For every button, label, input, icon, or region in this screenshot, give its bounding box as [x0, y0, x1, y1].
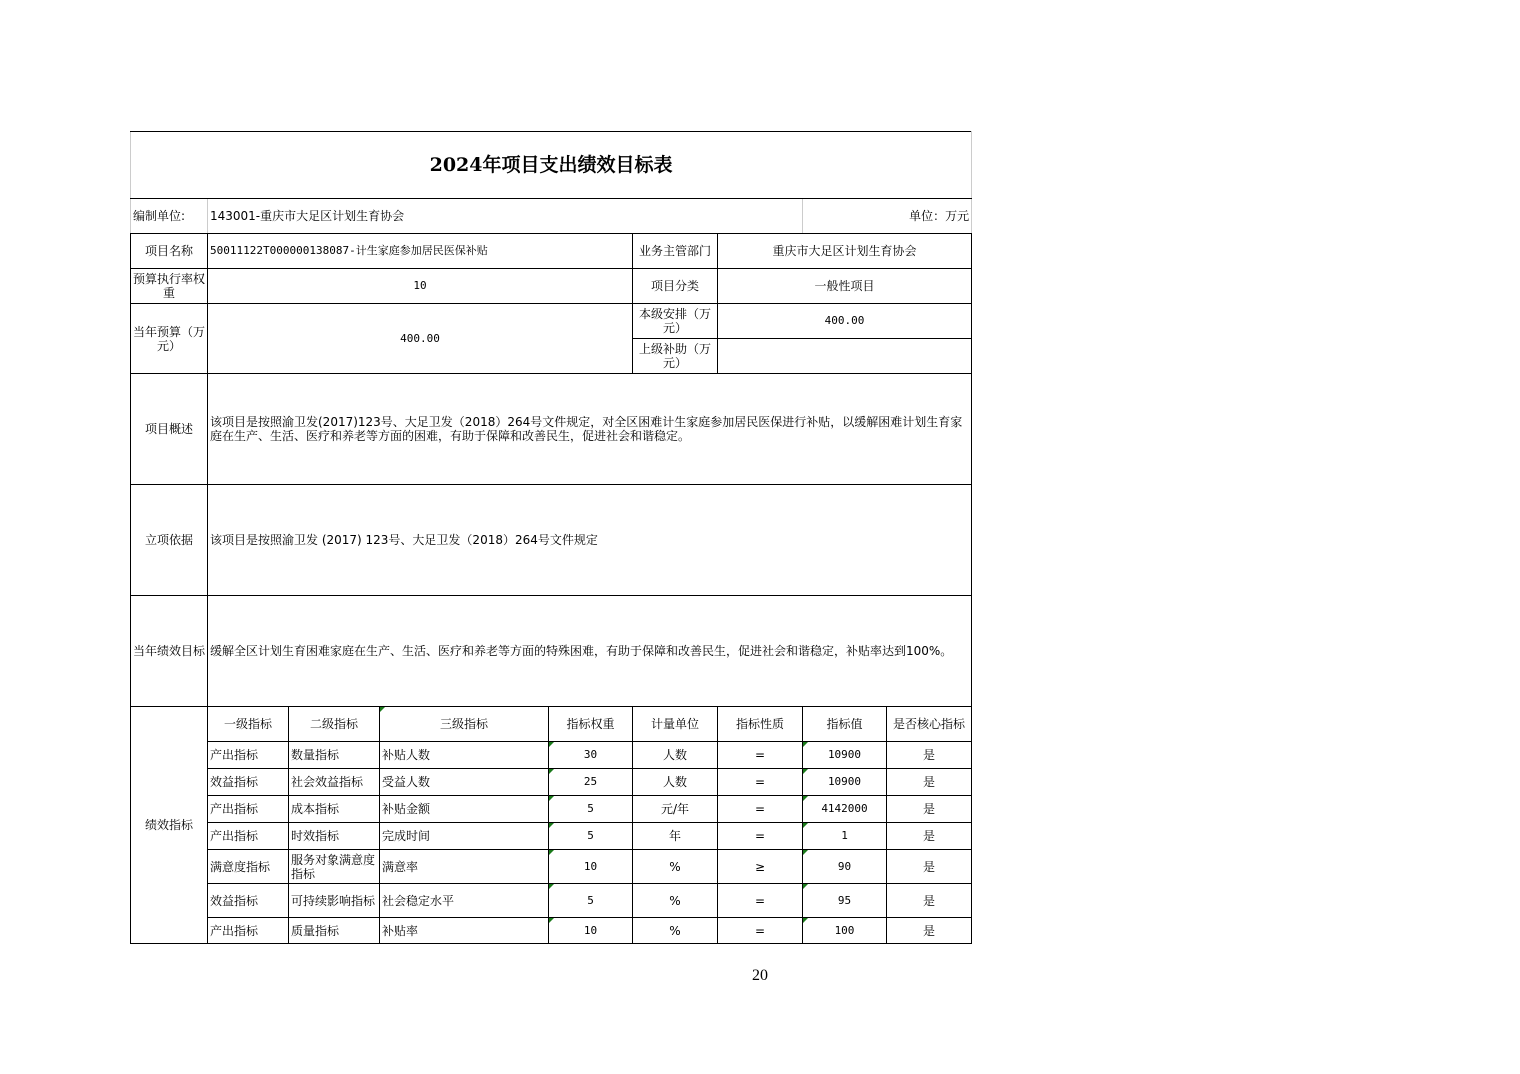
- level2-cell: 时效指标: [289, 823, 380, 850]
- nature-cell: ≥: [718, 850, 803, 884]
- local-budget-label: 本级安排（万元）: [633, 304, 718, 339]
- level2-cell: 成本指标: [289, 796, 380, 823]
- weight-cell: 5: [549, 884, 633, 918]
- org-label: 编制单位:: [131, 199, 208, 234]
- nature-cell: =: [718, 796, 803, 823]
- indicator-row: [131, 823, 972, 850]
- level2-cell: 质量指标: [289, 918, 380, 944]
- unit-label: 单位：万元: [803, 199, 972, 234]
- budget-label: 当年预算（万元）: [131, 304, 208, 374]
- level3-cell: 满意率: [380, 850, 549, 884]
- budget-value: 400.00: [208, 304, 633, 374]
- project-name-value: 50011122T000000138087-计生家庭参加居民医保补贴: [208, 234, 633, 269]
- level1-cell: 效益指标: [208, 769, 289, 796]
- performance-target-sheet: [130, 131, 971, 944]
- value-cell: 10900: [803, 742, 887, 769]
- weight-cell: 30: [549, 742, 633, 769]
- level2-cell: 可持续影响指标: [289, 884, 380, 918]
- unit-cell: %: [633, 884, 718, 918]
- project-name-label: 项目名称: [131, 234, 208, 269]
- value-cell: 4142000: [803, 796, 887, 823]
- value-cell: 95: [803, 884, 887, 918]
- header-level2: 二级指标: [289, 707, 380, 742]
- category-label: 项目分类: [633, 269, 718, 304]
- value-cell: 100: [803, 918, 887, 944]
- nature-cell: =: [718, 918, 803, 944]
- org-value: 143001-重庆市大足区计划生育协会: [208, 199, 803, 234]
- level1-cell: 产出指标: [208, 823, 289, 850]
- unit-cell: 人数: [633, 742, 718, 769]
- local-budget-value: 400.00: [718, 304, 972, 339]
- indicator-section-label: 绩效指标: [131, 707, 208, 944]
- nature-cell: =: [718, 742, 803, 769]
- unit-cell: 元/年: [633, 796, 718, 823]
- upper-subsidy-label: 上级补助（万元）: [633, 339, 718, 374]
- weight-cell: 5: [549, 796, 633, 823]
- core-cell: 是: [887, 769, 972, 796]
- nature-cell: =: [718, 769, 803, 796]
- level1-cell: 效益指标: [208, 884, 289, 918]
- weight-value: 10: [208, 269, 633, 304]
- page-title: 2024年项目支出绩效目标表: [131, 132, 972, 199]
- weight-label: 预算执行率权重: [131, 269, 208, 304]
- level3-cell: 社会稳定水平: [380, 884, 549, 918]
- level1-cell: 满意度指标: [208, 850, 289, 884]
- weight-cell: 5: [549, 823, 633, 850]
- indicator-row: [131, 769, 972, 796]
- overview-value: 该项目是按照渝卫发(2017)123号、大足卫发（2018）264号文件规定，对全区困难计生家庭参加居民医保进行补贴，以缓解困难计划生育家庭在生产、生活、医疗和养老等方面的困难，有助于保障和改善民生，促进社会和谐稳定。: [208, 374, 972, 485]
- core-cell: 是: [887, 850, 972, 884]
- dept-value: 重庆市大足区计划生育协会: [718, 234, 972, 269]
- weight-cell: 10: [549, 850, 633, 884]
- level3-cell: 补贴率: [380, 918, 549, 944]
- overview-label: 项目概述: [131, 374, 208, 485]
- indicator-row: [131, 850, 972, 884]
- header-level1: 一级指标: [208, 707, 289, 742]
- core-cell: 是: [887, 796, 972, 823]
- nature-cell: =: [718, 823, 803, 850]
- header-core: 是否核心指标: [887, 707, 972, 742]
- page-number: 20: [752, 967, 768, 984]
- category-value: 一般性项目: [718, 269, 972, 304]
- dept-label: 业务主管部门: [633, 234, 718, 269]
- core-cell: 是: [887, 918, 972, 944]
- level1-cell: 产出指标: [208, 918, 289, 944]
- core-cell: 是: [887, 884, 972, 918]
- goal-value: 缓解全区计划生育困难家庭在生产、生活、医疗和养老等方面的特殊困难，有助于保障和改善民生，促进社会和谐稳定，补贴率达到100%。: [208, 596, 972, 707]
- value-cell: 10900: [803, 769, 887, 796]
- unit-cell: %: [633, 918, 718, 944]
- upper-subsidy-value: [718, 339, 972, 374]
- value-cell: 90: [803, 850, 887, 884]
- header-level3: 三级指标: [380, 707, 549, 742]
- performance-target-table: [130, 131, 972, 944]
- header-weight: 指标权重: [549, 707, 633, 742]
- indicator-row: [131, 742, 972, 769]
- level3-cell: 受益人数: [380, 769, 549, 796]
- value-cell: 1: [803, 823, 887, 850]
- header-unit: 计量单位: [633, 707, 718, 742]
- unit-cell: %: [633, 850, 718, 884]
- core-cell: 是: [887, 823, 972, 850]
- unit-cell: 人数: [633, 769, 718, 796]
- basis-label: 立项依据: [131, 485, 208, 596]
- level2-cell: 服务对象满意度指标: [289, 850, 380, 884]
- unit-cell: 年: [633, 823, 718, 850]
- indicator-row: [131, 918, 972, 944]
- level1-cell: 产出指标: [208, 796, 289, 823]
- level3-cell: 补贴金额: [380, 796, 549, 823]
- level2-cell: 数量指标: [289, 742, 380, 769]
- level1-cell: 产出指标: [208, 742, 289, 769]
- level3-cell: 补贴人数: [380, 742, 549, 769]
- indicator-row: [131, 884, 972, 918]
- weight-cell: 10: [549, 918, 633, 944]
- header-nature: 指标性质: [718, 707, 803, 742]
- basis-value: 该项目是按照渝卫发 (2017) 123号、大足卫发（2018）264号文件规定: [208, 485, 972, 596]
- level2-cell: 社会效益指标: [289, 769, 380, 796]
- nature-cell: =: [718, 884, 803, 918]
- indicator-header-row: [131, 707, 972, 742]
- indicator-row: [131, 796, 972, 823]
- header-value: 指标值: [803, 707, 887, 742]
- weight-cell: 25: [549, 769, 633, 796]
- core-cell: 是: [887, 742, 972, 769]
- goal-label: 当年绩效目标: [131, 596, 208, 707]
- level3-cell: 完成时间: [380, 823, 549, 850]
